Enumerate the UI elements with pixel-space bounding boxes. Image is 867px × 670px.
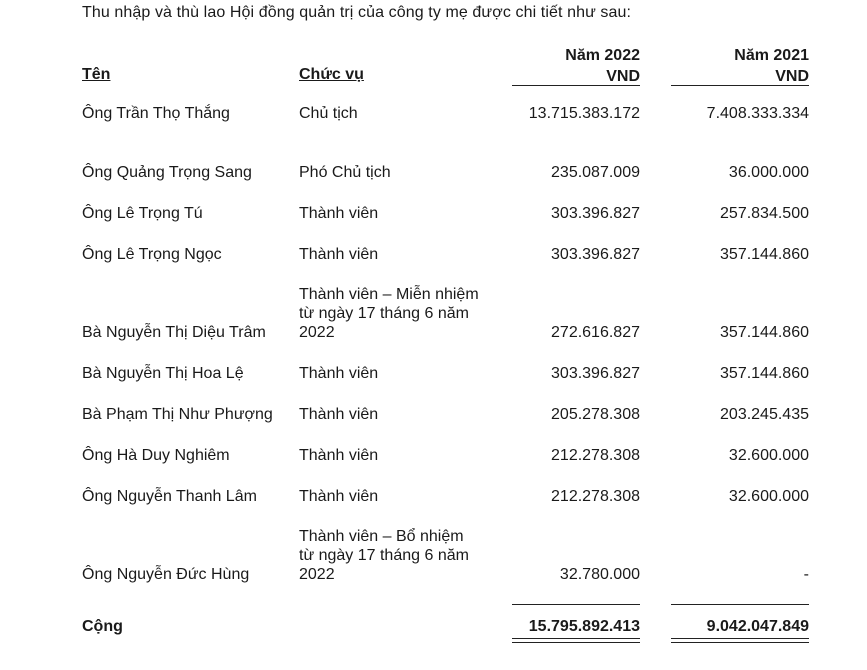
row-name: Ông Trần Thọ Thắng (82, 105, 230, 122)
row-name: Ông Hà Duy Nghiêm (82, 447, 230, 464)
row-title: Thành viên – Miễn nhiệm từ ngày 17 tháng 6 năm 2022 (299, 286, 479, 341)
row-value-2021: - (803, 566, 809, 583)
row-title: Thành viên (299, 488, 379, 505)
total-top-line-2022 (512, 604, 640, 605)
row-title: Chủ tịch (299, 105, 358, 122)
header-year-2022-label: Năm 2022 (565, 47, 640, 64)
row-title: Thành viên (299, 205, 379, 222)
row-value-2021: 357.144.860 (720, 365, 809, 382)
row-title: Thành viên (299, 447, 379, 464)
row-name: Ông Quảng Trọng Sang (82, 164, 252, 181)
total-top-line-2021 (671, 604, 809, 605)
row-value-2021: 357.144.860 (720, 246, 809, 263)
header-name: Tên (82, 66, 111, 83)
row-name: Ông Lê Trọng Tú (82, 205, 203, 222)
total-double-underline-2022 (512, 638, 640, 643)
row-value-2021: 7.408.333.334 (706, 105, 809, 122)
row-name: Ông Lê Trọng Ngọc (82, 246, 222, 263)
row-name: Ông Nguyễn Thanh Lâm (82, 488, 257, 505)
row-value-2022: 212.278.308 (551, 488, 640, 505)
row-value-2021: 257.834.500 (720, 205, 809, 222)
row-value-2021: 36.000.000 (728, 164, 809, 181)
row-value-2022: 303.396.827 (551, 246, 640, 263)
row-value-2022: 235.087.009 (551, 164, 640, 181)
row-title: Thành viên – Bổ nhiệm từ ngày 17 tháng 6 năm 2022 (299, 528, 469, 583)
row-title: Thành viên (299, 406, 379, 423)
row-value-2022: 32.780.000 (559, 566, 640, 583)
row-name: Ông Nguyễn Đức Hùng (82, 566, 250, 583)
row-value-2022: 303.396.827 (551, 205, 640, 222)
row-value-2022: 212.278.308 (551, 447, 640, 464)
row-name: Bà Nguyễn Thị Diệu Trâm (82, 324, 266, 341)
row-value-2022: 205.278.308 (551, 406, 640, 423)
row-title: Phó Chủ tịch (299, 164, 391, 181)
row-value-2021: 357.144.860 (720, 324, 809, 341)
total-value-2022: 15.795.892.413 (528, 618, 640, 635)
header-year-2021-label: Năm 2021 (734, 47, 809, 64)
row-value-2021: 203.245.435 (720, 406, 809, 423)
row-value-2021: 32.600.000 (728, 488, 809, 505)
row-value-2022: 272.616.827 (551, 324, 640, 341)
row-name: Bà Phạm Thị Như Phượng (82, 406, 273, 423)
header-underline-2022 (512, 85, 640, 86)
header-year-2021 (734, 45, 809, 87)
total-value-2021: 9.042.047.849 (706, 618, 809, 635)
intro-text: Thu nhập và thù lao Hội đồng quản trị của công ty mẹ được chi tiết như sau: (82, 4, 632, 21)
header-year-2021-currency: VND (775, 68, 809, 85)
row-value-2022: 13.715.383.172 (528, 105, 640, 122)
row-title: Thành viên (299, 246, 379, 263)
row-value-2022: 303.396.827 (551, 365, 640, 382)
header-year-2022-currency: VND (606, 68, 640, 85)
total-double-underline-2021 (671, 638, 809, 643)
header-title: Chức vụ (299, 66, 364, 83)
header-underline-2021 (671, 85, 809, 86)
total-label: Cộng (82, 618, 123, 635)
row-title: Thành viên (299, 365, 379, 382)
header-year-2022 (565, 45, 640, 87)
row-value-2021: 32.600.000 (728, 447, 809, 464)
row-name: Bà Nguyễn Thị Hoa Lệ (82, 365, 244, 382)
